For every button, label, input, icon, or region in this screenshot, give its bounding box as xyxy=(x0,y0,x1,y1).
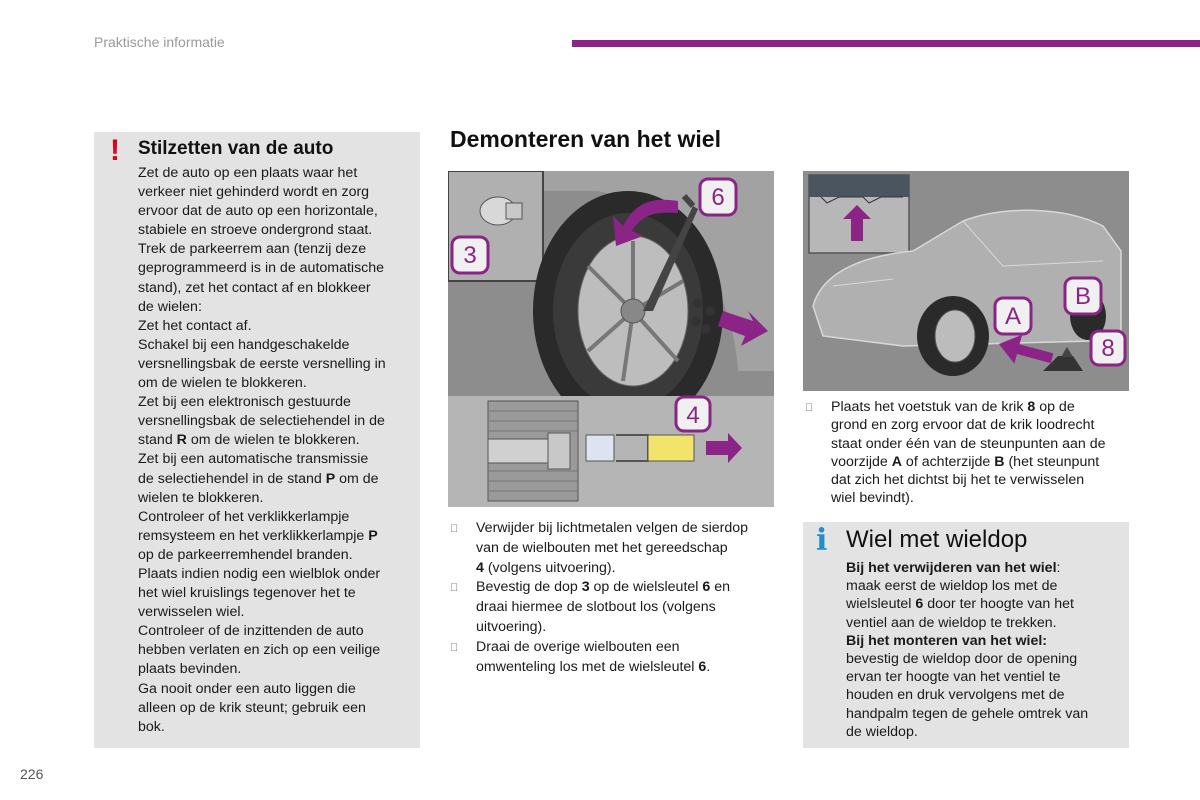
warning-line: versnellingsbak de eerste versnelling in xyxy=(138,355,386,372)
warning-line: bok. xyxy=(138,718,165,735)
text: en xyxy=(710,579,730,596)
warning-line: Plaats indien nodig een wielblok onder xyxy=(138,565,381,582)
bold-text: R xyxy=(176,432,187,449)
warning-line: stand), zet het contact af en blokkeer xyxy=(138,279,371,296)
text: op de xyxy=(1035,399,1075,415)
warning-line: plaats bevinden. xyxy=(138,661,242,678)
step-line xyxy=(831,453,1135,471)
warning-line xyxy=(138,470,414,489)
step-line: Verwijder bij lichtmetalen velgen de sierdop xyxy=(476,520,749,536)
bullet-icon xyxy=(450,520,458,540)
badge-B: B xyxy=(1074,283,1092,310)
warning-line: Ga nooit onder een auto liggen die xyxy=(138,680,356,697)
text: voorzijde xyxy=(831,453,892,470)
info-icon: i xyxy=(816,523,828,558)
bold-text: 4 xyxy=(476,559,484,576)
header-accent-bar xyxy=(572,40,1200,47)
info-line: ervan ter hoogte van het ventiel te xyxy=(846,669,1061,686)
warning-line: Zet het contact af. xyxy=(138,317,252,334)
text: wielsleutel xyxy=(846,596,916,613)
step-item xyxy=(450,519,770,578)
warning-line: verkeer niet gehinderd wordt en zorg xyxy=(138,184,370,201)
jack-steps xyxy=(805,398,1135,508)
text: door ter hoogte van het xyxy=(923,596,1074,613)
info-line: Bij het monteren van het wiel: xyxy=(846,632,1048,649)
badge-A: A xyxy=(1004,303,1022,330)
step-line xyxy=(476,559,770,579)
step-line: staat onder één van de steunpunten aan de xyxy=(831,435,1106,452)
text: (het steunpunt xyxy=(1004,453,1100,470)
warning-title: Stilzetten van de auto xyxy=(138,138,334,159)
step-line xyxy=(476,578,770,598)
warning-line: Zet bij een elektronisch gestuurde xyxy=(138,394,351,411)
step-line: wiel bevindt). xyxy=(831,490,914,507)
badge-6: 6 xyxy=(711,184,725,211)
info-line: handpalm tegen de gehele omtrek van xyxy=(846,705,1089,722)
step-line: uitvoering). xyxy=(476,618,547,635)
bold-text: 6 xyxy=(915,596,924,613)
bold-text: P xyxy=(368,527,378,544)
jack-position-illustration xyxy=(803,171,1129,391)
text: (volgens uitvoering). xyxy=(483,559,616,576)
info-line: ventiel aan de wieldop te trekken. xyxy=(846,614,1057,631)
info-line: maak eerst de wieldop los met de xyxy=(846,578,1058,595)
page-number: 226 xyxy=(20,766,44,782)
warning-line: hebben verlaten en zich op een veilige xyxy=(138,642,381,659)
warning-line: Controleer of de inzittenden de auto xyxy=(138,623,364,640)
bold-text: Bij het verwijderen van het wiel xyxy=(846,560,1057,576)
text: om de xyxy=(335,470,379,487)
bold-text: A xyxy=(891,453,902,470)
warning-line: de wielen: xyxy=(138,298,202,315)
badge-4: 4 xyxy=(686,402,700,429)
step-line: grond en zorg ervoor dat de krik loodrecht xyxy=(831,417,1095,434)
warning-line: Zet bij een automatische transmissie xyxy=(138,451,369,468)
section-title: Demonteren van het wiel xyxy=(450,126,721,152)
bold-text: 3 xyxy=(581,579,590,596)
warning-line xyxy=(138,431,414,450)
badge-3: 3 xyxy=(463,242,477,269)
info-line: houden en druk vervolgens met de xyxy=(846,687,1065,704)
text: remsysteem en het verklikkerlampje xyxy=(138,527,369,544)
warning-line: verwisselen wiel. xyxy=(138,604,245,621)
text: Plaats het voetstuk van de krik xyxy=(831,399,1028,415)
text: de selectiehendel in de stand xyxy=(138,470,326,487)
text: of achterzijde xyxy=(901,453,995,470)
text: stand xyxy=(138,432,177,449)
bullet-icon xyxy=(805,399,813,417)
running-header: Praktische informatie xyxy=(94,34,225,50)
badge-8: 8 xyxy=(1101,335,1115,362)
text: om de wielen te blokkeren. xyxy=(186,432,360,449)
text: omwenteling los met de wielsleutel xyxy=(476,658,699,675)
warning-line: Trek de parkeerrem aan (tenzij deze xyxy=(138,241,367,258)
wheel-removal-illustration xyxy=(448,171,774,507)
warning-line: Zet de auto op een plaats waar het xyxy=(138,165,358,181)
removal-steps xyxy=(450,519,770,677)
warning-text xyxy=(138,164,414,737)
step-item xyxy=(450,578,770,637)
warning-icon: ! xyxy=(110,134,120,167)
text: . xyxy=(706,658,711,675)
bold-text: 8 xyxy=(1027,399,1036,415)
warning-line: versnellingsbak de selectiehendel in de xyxy=(138,413,385,430)
step-line xyxy=(476,658,770,678)
text: op de wielsleutel xyxy=(589,579,703,596)
warning-line: wielen te blokkeren. xyxy=(138,489,264,506)
step-line: Draai de overige wielbouten een xyxy=(476,638,680,655)
info-text xyxy=(846,559,1122,741)
warning-line: Schakel bij een handgeschakelde xyxy=(138,336,350,353)
warning-line: Controleer of het verklikkerlampje xyxy=(138,508,350,525)
warning-line: alleen op de krik steunt; gebruik een xyxy=(138,699,366,716)
info-title: Wiel met wieldop xyxy=(846,526,1028,553)
warning-line xyxy=(138,527,414,546)
bold-text: B xyxy=(994,453,1005,470)
step-item xyxy=(450,638,770,678)
warning-line: op de parkeerremhendel branden. xyxy=(138,546,353,563)
info-line: de wieldop. xyxy=(846,723,918,740)
warning-line: om de wielen te blokkeren. xyxy=(138,375,307,392)
info-line xyxy=(846,595,1122,613)
wheel-removal-drawing xyxy=(448,171,774,507)
bullet-icon xyxy=(450,639,458,659)
warning-line: ervoor dat de auto op een horizontale, xyxy=(138,203,378,220)
warning-line: stabiele en stroeve ondergrond staat. xyxy=(138,222,373,239)
bold-text: 6 xyxy=(698,658,707,675)
bullet-icon xyxy=(450,579,458,599)
info-line xyxy=(846,559,1122,577)
bold-text: 6 xyxy=(702,579,711,596)
step-line xyxy=(831,398,1135,416)
info-line: bevestig de wieldop door de opening xyxy=(846,651,1078,668)
step-line: dat zich het dichtst bij het te verwisselen xyxy=(831,472,1085,489)
step-line: van de wielbouten met het gereedschap xyxy=(476,539,728,556)
jack-position-drawing xyxy=(803,171,1129,391)
text: : xyxy=(1056,560,1061,576)
step-line: draai hiermee de slotbout los (volgens xyxy=(476,599,716,616)
text: Bevestig de dop xyxy=(476,579,582,596)
warning-line: geprogrammeerd is in de automatische xyxy=(138,260,385,277)
warning-line: het wiel kruislings tegenover het te xyxy=(138,585,356,602)
step-item xyxy=(805,398,1135,508)
bold-text: P xyxy=(325,470,336,487)
